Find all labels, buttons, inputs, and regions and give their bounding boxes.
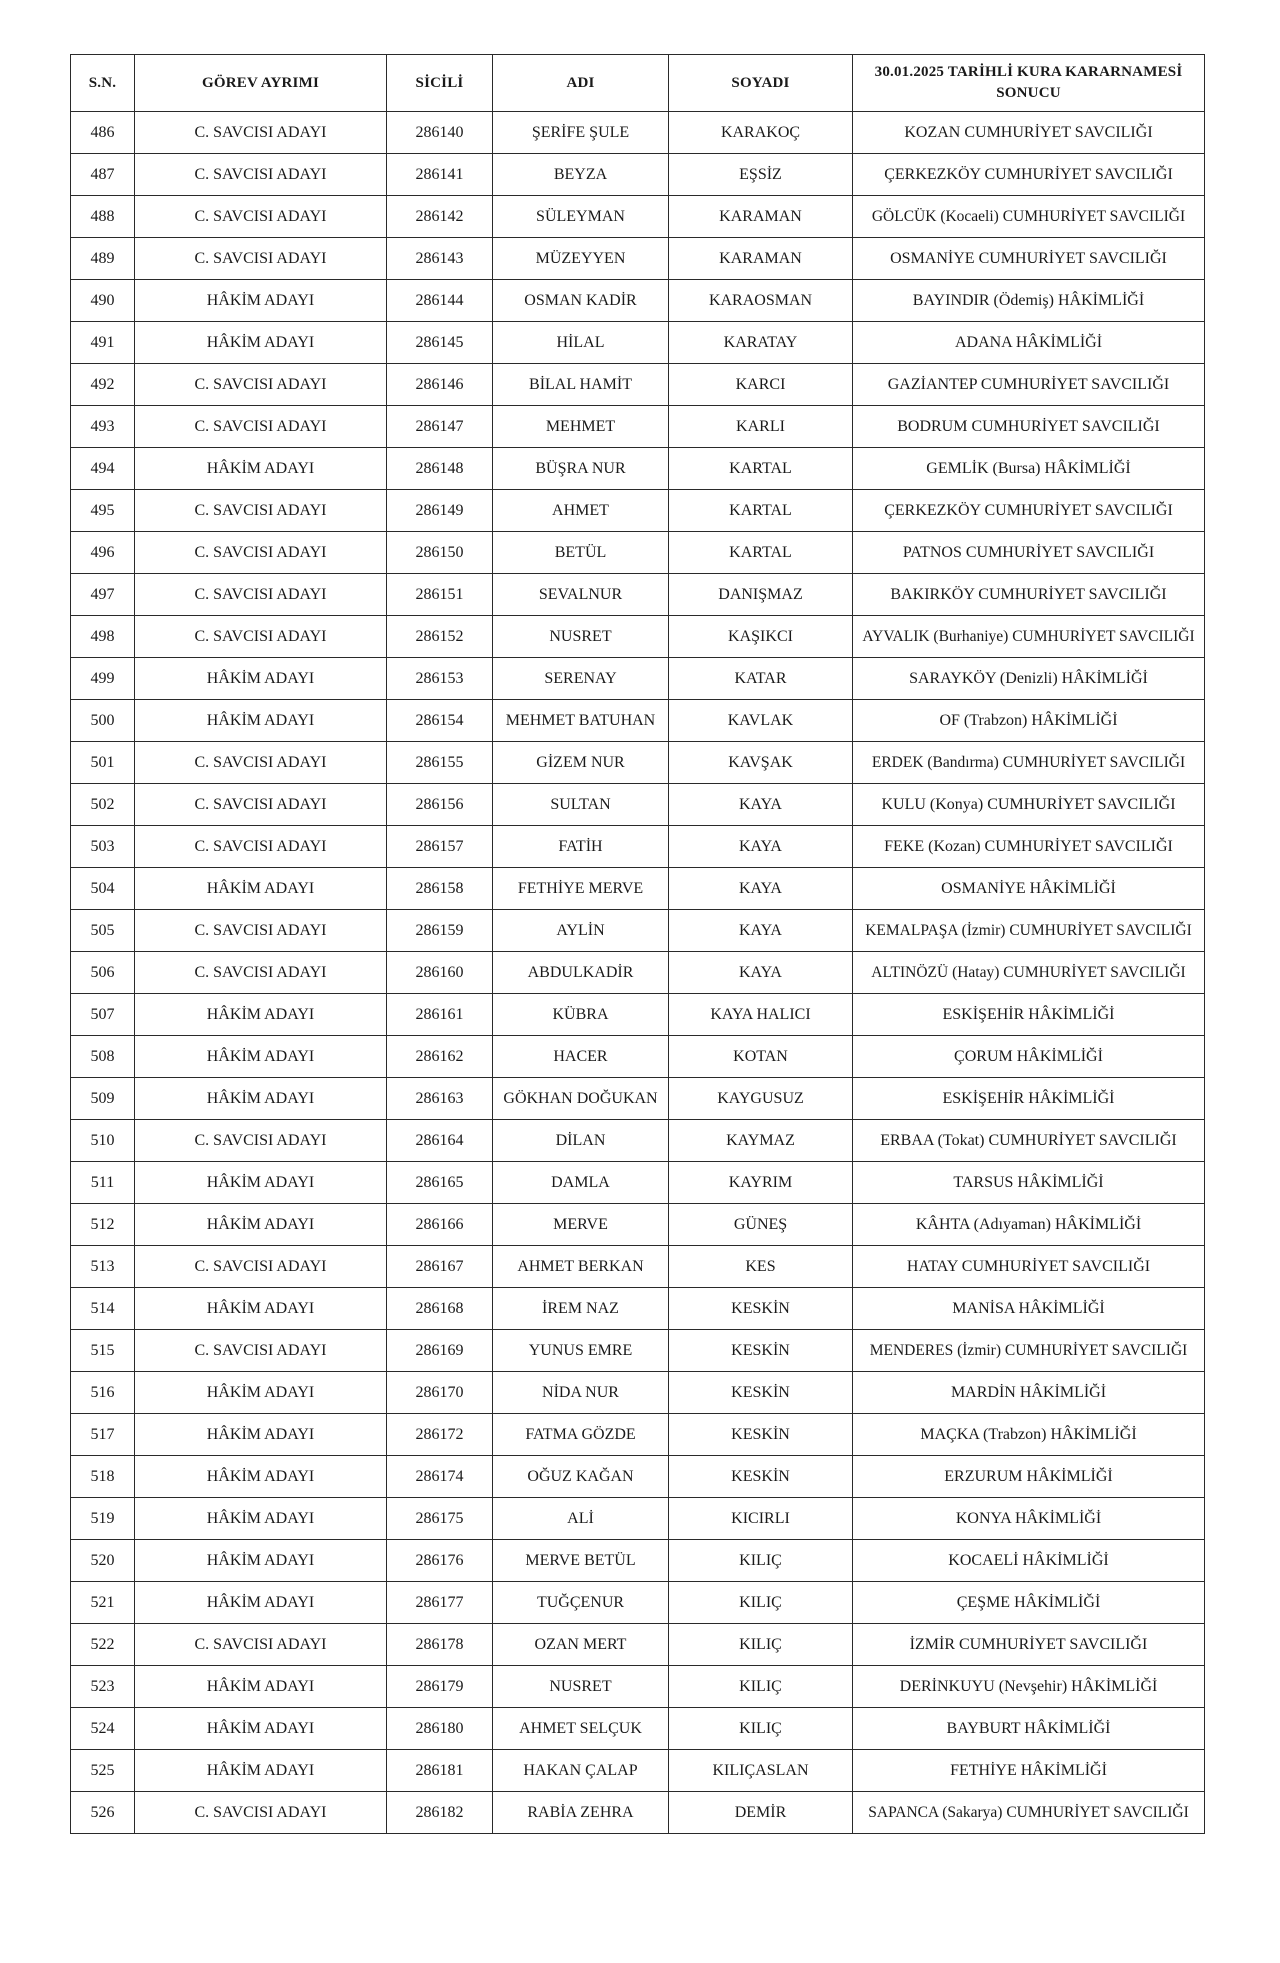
row-soyadi: KARTAL [669, 532, 853, 574]
row-adi: NUSRET [493, 616, 669, 658]
row-sn: 510 [71, 1120, 135, 1162]
row-gorev-ayrimi: C. SAVCISI ADAYI [135, 826, 387, 868]
table-row [71, 826, 1205, 868]
row-sicili: 286144 [387, 280, 493, 322]
row-soyadi: KAYA [669, 784, 853, 826]
table-row [71, 196, 1205, 238]
row-sicili: 286152 [387, 616, 493, 658]
row-kura-sonucu: FEKE (Kozan) CUMHURİYET SAVCILIĞI [853, 826, 1205, 868]
row-sn: 492 [71, 364, 135, 406]
row-adi: AYLİN [493, 910, 669, 952]
row-gorev-ayrimi: HÂKİM ADAYI [135, 1204, 387, 1246]
row-sn: 525 [71, 1750, 135, 1792]
row-soyadi: GÜNEŞ [669, 1204, 853, 1246]
row-soyadi: KARAMAN [669, 238, 853, 280]
row-soyadi: KAYRIM [669, 1162, 853, 1204]
row-soyadi: KOTAN [669, 1036, 853, 1078]
row-gorev-ayrimi: C. SAVCISI ADAYI [135, 154, 387, 196]
row-gorev-ayrimi: HÂKİM ADAYI [135, 1456, 387, 1498]
row-gorev-ayrimi: C. SAVCISI ADAYI [135, 406, 387, 448]
row-sicili: 286147 [387, 406, 493, 448]
row-adi: SULTAN [493, 784, 669, 826]
table-row [71, 280, 1205, 322]
row-sn: 497 [71, 574, 135, 616]
row-sn: 523 [71, 1666, 135, 1708]
document-page [70, 54, 1204, 1834]
row-soyadi: KARAMAN [669, 196, 853, 238]
row-sn: 491 [71, 322, 135, 364]
row-kura-sonucu: OSMANİYE CUMHURİYET SAVCILIĞI [853, 238, 1205, 280]
row-adi: BÜŞRA NUR [493, 448, 669, 490]
header-kura-sonucu: 30.01.2025 TARİHLİ KURA KARARNAMESİ SONUCU [853, 55, 1205, 112]
row-adi: BEYZA [493, 154, 669, 196]
row-sicili: 286177 [387, 1582, 493, 1624]
row-gorev-ayrimi: C. SAVCISI ADAYI [135, 574, 387, 616]
row-soyadi: KARATAY [669, 322, 853, 364]
table-row [71, 532, 1205, 574]
row-sicili: 286182 [387, 1792, 493, 1834]
row-sn: 503 [71, 826, 135, 868]
header-soyadi: SOYADI [669, 55, 853, 112]
row-sn: 499 [71, 658, 135, 700]
row-adi: OSMAN KADİR [493, 280, 669, 322]
row-sicili: 286159 [387, 910, 493, 952]
table-row [71, 1330, 1205, 1372]
row-adi: ŞERİFE ŞULE [493, 112, 669, 154]
row-soyadi: KESKİN [669, 1456, 853, 1498]
row-sicili: 286156 [387, 784, 493, 826]
row-gorev-ayrimi: HÂKİM ADAYI [135, 1750, 387, 1792]
row-sicili: 286181 [387, 1750, 493, 1792]
row-sn: 522 [71, 1624, 135, 1666]
row-sicili: 286167 [387, 1246, 493, 1288]
table-row [71, 1498, 1205, 1540]
row-gorev-ayrimi: HÂKİM ADAYI [135, 1540, 387, 1582]
row-kura-sonucu: KONYA HÂKİMLİĞİ [853, 1498, 1205, 1540]
row-adi: AHMET SELÇUK [493, 1708, 669, 1750]
table-row [71, 238, 1205, 280]
row-adi: HACER [493, 1036, 669, 1078]
row-sicili: 286157 [387, 826, 493, 868]
row-kura-sonucu: ÇEŞME HÂKİMLİĞİ [853, 1582, 1205, 1624]
row-sicili: 286153 [387, 658, 493, 700]
row-sn: 518 [71, 1456, 135, 1498]
row-kura-sonucu: BAKIRKÖY CUMHURİYET SAVCILIĞI [853, 574, 1205, 616]
row-kura-sonucu: OF (Trabzon) HÂKİMLİĞİ [853, 700, 1205, 742]
row-sicili: 286179 [387, 1666, 493, 1708]
row-soyadi: KAŞIKCI [669, 616, 853, 658]
row-gorev-ayrimi: HÂKİM ADAYI [135, 1498, 387, 1540]
table-row [71, 1288, 1205, 1330]
row-soyadi: KES [669, 1246, 853, 1288]
row-adi: YUNUS EMRE [493, 1330, 669, 1372]
row-soyadi: KARLI [669, 406, 853, 448]
row-kura-sonucu: KOCAELİ HÂKİMLİĞİ [853, 1540, 1205, 1582]
row-sicili: 286180 [387, 1708, 493, 1750]
row-adi: NUSRET [493, 1666, 669, 1708]
row-gorev-ayrimi: HÂKİM ADAYI [135, 1288, 387, 1330]
row-kura-sonucu: AYVALIK (Burhaniye) CUMHURİYET SAVCILIĞI [853, 616, 1205, 658]
row-sn: 517 [71, 1414, 135, 1456]
row-adi: BETÜL [493, 532, 669, 574]
row-sicili: 286176 [387, 1540, 493, 1582]
row-kura-sonucu: GAZİANTEP CUMHURİYET SAVCILIĞI [853, 364, 1205, 406]
row-sicili: 286161 [387, 994, 493, 1036]
row-sn: 486 [71, 112, 135, 154]
row-soyadi: KAYMAZ [669, 1120, 853, 1162]
row-sn: 498 [71, 616, 135, 658]
row-adi: SÜLEYMAN [493, 196, 669, 238]
header-adi: ADI [493, 55, 669, 112]
row-adi: BİLAL HAMİT [493, 364, 669, 406]
row-gorev-ayrimi: C. SAVCISI ADAYI [135, 364, 387, 406]
row-sicili: 286168 [387, 1288, 493, 1330]
row-gorev-ayrimi: HÂKİM ADAYI [135, 700, 387, 742]
row-gorev-ayrimi: HÂKİM ADAYI [135, 1708, 387, 1750]
row-sicili: 286150 [387, 532, 493, 574]
row-kura-sonucu: ERDEK (Bandırma) CUMHURİYET SAVCILIĞI [853, 742, 1205, 784]
row-kura-sonucu: PATNOS CUMHURİYET SAVCILIĞI [853, 532, 1205, 574]
row-soyadi: KAVŞAK [669, 742, 853, 784]
row-sicili: 286174 [387, 1456, 493, 1498]
row-sicili: 286151 [387, 574, 493, 616]
row-sicili: 286140 [387, 112, 493, 154]
row-sicili: 286178 [387, 1624, 493, 1666]
row-gorev-ayrimi: HÂKİM ADAYI [135, 322, 387, 364]
row-sn: 500 [71, 700, 135, 742]
row-sn: 496 [71, 532, 135, 574]
row-kura-sonucu: ALTINÖZÜ (Hatay) CUMHURİYET SAVCILIĞI [853, 952, 1205, 994]
table-row [71, 406, 1205, 448]
row-gorev-ayrimi: C. SAVCISI ADAYI [135, 784, 387, 826]
row-sn: 512 [71, 1204, 135, 1246]
row-sn: 495 [71, 490, 135, 532]
row-sn: 524 [71, 1708, 135, 1750]
row-kura-sonucu: İZMİR CUMHURİYET SAVCILIĞI [853, 1624, 1205, 1666]
row-sicili: 286166 [387, 1204, 493, 1246]
table-row [71, 1246, 1205, 1288]
row-sicili: 286148 [387, 448, 493, 490]
row-adi: MERVE BETÜL [493, 1540, 669, 1582]
row-sn: 507 [71, 994, 135, 1036]
row-sn: 511 [71, 1162, 135, 1204]
row-sicili: 286164 [387, 1120, 493, 1162]
table-row [71, 952, 1205, 994]
row-adi: DİLAN [493, 1120, 669, 1162]
table-row [71, 784, 1205, 826]
table-row [71, 1582, 1205, 1624]
row-sicili: 286143 [387, 238, 493, 280]
row-gorev-ayrimi: HÂKİM ADAYI [135, 1582, 387, 1624]
row-sicili: 286149 [387, 490, 493, 532]
row-adi: MEHMET BATUHAN [493, 700, 669, 742]
row-adi: İREM NAZ [493, 1288, 669, 1330]
row-gorev-ayrimi: HÂKİM ADAYI [135, 1666, 387, 1708]
table-row [71, 1372, 1205, 1414]
row-sn: 509 [71, 1078, 135, 1120]
row-kura-sonucu: SAPANCA (Sakarya) CUMHURİYET SAVCILIĞI [853, 1792, 1205, 1834]
row-soyadi: KESKİN [669, 1414, 853, 1456]
row-soyadi: KARTAL [669, 448, 853, 490]
row-adi: GÖKHAN DOĞUKAN [493, 1078, 669, 1120]
row-sicili: 286165 [387, 1162, 493, 1204]
row-kura-sonucu: SARAYKÖY (Denizli) HÂKİMLİĞİ [853, 658, 1205, 700]
table-row [71, 364, 1205, 406]
row-sn: 506 [71, 952, 135, 994]
row-gorev-ayrimi: C. SAVCISI ADAYI [135, 490, 387, 532]
row-soyadi: KILIÇ [669, 1582, 853, 1624]
row-soyadi: KILIÇ [669, 1624, 853, 1666]
table-row [71, 742, 1205, 784]
table-body [71, 112, 1205, 1834]
row-sn: 521 [71, 1582, 135, 1624]
row-adi: HİLAL [493, 322, 669, 364]
row-soyadi: KATAR [669, 658, 853, 700]
row-kura-sonucu: KULU (Konya) CUMHURİYET SAVCILIĞI [853, 784, 1205, 826]
row-kura-sonucu: MENDERES (İzmir) CUMHURİYET SAVCILIĞI [853, 1330, 1205, 1372]
row-gorev-ayrimi: C. SAVCISI ADAYI [135, 238, 387, 280]
row-sicili: 286175 [387, 1498, 493, 1540]
row-sn: 514 [71, 1288, 135, 1330]
row-adi: KÜBRA [493, 994, 669, 1036]
row-gorev-ayrimi: HÂKİM ADAYI [135, 1036, 387, 1078]
header-gorev-ayrimi: GÖREV AYRIMI [135, 55, 387, 112]
row-soyadi: EŞSİZ [669, 154, 853, 196]
row-gorev-ayrimi: C. SAVCISI ADAYI [135, 1792, 387, 1834]
table-row [71, 154, 1205, 196]
row-sn: 519 [71, 1498, 135, 1540]
row-sn: 494 [71, 448, 135, 490]
row-soyadi: KAYA [669, 910, 853, 952]
row-sn: 515 [71, 1330, 135, 1372]
table-row [71, 868, 1205, 910]
row-sn: 526 [71, 1792, 135, 1834]
row-adi: OĞUZ KAĞAN [493, 1456, 669, 1498]
row-soyadi: KESKİN [669, 1330, 853, 1372]
row-gorev-ayrimi: HÂKİM ADAYI [135, 1162, 387, 1204]
row-gorev-ayrimi: C. SAVCISI ADAYI [135, 532, 387, 574]
row-gorev-ayrimi: HÂKİM ADAYI [135, 448, 387, 490]
row-adi: AHMET [493, 490, 669, 532]
table-row [71, 1036, 1205, 1078]
row-sicili: 286162 [387, 1036, 493, 1078]
row-sn: 505 [71, 910, 135, 952]
table-row [71, 1540, 1205, 1582]
table-row [71, 1708, 1205, 1750]
row-gorev-ayrimi: HÂKİM ADAYI [135, 868, 387, 910]
table-row [71, 490, 1205, 532]
table-row [71, 1414, 1205, 1456]
row-kura-sonucu: MARDİN HÂKİMLİĞİ [853, 1372, 1205, 1414]
table-row [71, 1162, 1205, 1204]
row-sicili: 286170 [387, 1372, 493, 1414]
row-kura-sonucu: TARSUS HÂKİMLİĞİ [853, 1162, 1205, 1204]
row-gorev-ayrimi: C. SAVCISI ADAYI [135, 112, 387, 154]
row-adi: RABİA ZEHRA [493, 1792, 669, 1834]
row-soyadi: KAVLAK [669, 700, 853, 742]
table-row [71, 1624, 1205, 1666]
row-sn: 488 [71, 196, 135, 238]
row-gorev-ayrimi: C. SAVCISI ADAYI [135, 1330, 387, 1372]
table-header [71, 55, 1205, 112]
table-row [71, 574, 1205, 616]
row-adi: FATİH [493, 826, 669, 868]
table-row [71, 910, 1205, 952]
row-adi: MÜZEYYEN [493, 238, 669, 280]
row-adi: OZAN MERT [493, 1624, 669, 1666]
row-soyadi: KILIÇASLAN [669, 1750, 853, 1792]
row-kura-sonucu: ESKİŞEHİR HÂKİMLİĞİ [853, 1078, 1205, 1120]
row-sicili: 286169 [387, 1330, 493, 1372]
row-sicili: 286163 [387, 1078, 493, 1120]
row-adi: SERENAY [493, 658, 669, 700]
row-kura-sonucu: ÇERKEZKÖY CUMHURİYET SAVCILIĞI [853, 154, 1205, 196]
row-kura-sonucu: DERİNKUYU (Nevşehir) HÂKİMLİĞİ [853, 1666, 1205, 1708]
row-kura-sonucu: ERBAA (Tokat) CUMHURİYET SAVCILIĞI [853, 1120, 1205, 1162]
header-sn: S.N. [71, 55, 135, 112]
row-sicili: 286160 [387, 952, 493, 994]
row-kura-sonucu: FETHİYE HÂKİMLİĞİ [853, 1750, 1205, 1792]
table-row [71, 112, 1205, 154]
table-row [71, 1120, 1205, 1162]
table-row [71, 1792, 1205, 1834]
table-row [71, 616, 1205, 658]
row-sicili: 286145 [387, 322, 493, 364]
row-kura-sonucu: GEMLİK (Bursa) HÂKİMLİĞİ [853, 448, 1205, 490]
row-sn: 489 [71, 238, 135, 280]
row-gorev-ayrimi: C. SAVCISI ADAYI [135, 742, 387, 784]
row-sicili: 286142 [387, 196, 493, 238]
row-sicili: 286155 [387, 742, 493, 784]
row-sn: 501 [71, 742, 135, 784]
row-gorev-ayrimi: C. SAVCISI ADAYI [135, 616, 387, 658]
table-row [71, 700, 1205, 742]
row-adi: ALİ [493, 1498, 669, 1540]
row-gorev-ayrimi: HÂKİM ADAYI [135, 1078, 387, 1120]
table-row [71, 994, 1205, 1036]
table-row [71, 1750, 1205, 1792]
row-gorev-ayrimi: C. SAVCISI ADAYI [135, 952, 387, 994]
row-kura-sonucu: ADANA HÂKİMLİĞİ [853, 322, 1205, 364]
row-sn: 504 [71, 868, 135, 910]
row-kura-sonucu: BODRUM CUMHURİYET SAVCILIĞI [853, 406, 1205, 448]
row-soyadi: DEMİR [669, 1792, 853, 1834]
row-kura-sonucu: ÇERKEZKÖY CUMHURİYET SAVCILIĞI [853, 490, 1205, 532]
row-kura-sonucu: MAÇKA (Trabzon) HÂKİMLİĞİ [853, 1414, 1205, 1456]
row-adi: MEHMET [493, 406, 669, 448]
header-row [71, 55, 1205, 112]
row-soyadi: KILIÇ [669, 1708, 853, 1750]
row-kura-sonucu: KÂHTA (Adıyaman) HÂKİMLİĞİ [853, 1204, 1205, 1246]
row-kura-sonucu: ERZURUM HÂKİMLİĞİ [853, 1456, 1205, 1498]
row-kura-sonucu: KOZAN CUMHURİYET SAVCILIĞI [853, 112, 1205, 154]
row-kura-sonucu: ÇORUM HÂKİMLİĞİ [853, 1036, 1205, 1078]
kura-results-table [70, 54, 1205, 1834]
row-sicili: 286141 [387, 154, 493, 196]
row-sn: 490 [71, 280, 135, 322]
row-kura-sonucu: BAYINDIR (Ödemiş) HÂKİMLİĞİ [853, 280, 1205, 322]
row-kura-sonucu: OSMANİYE HÂKİMLİĞİ [853, 868, 1205, 910]
row-sicili: 286172 [387, 1414, 493, 1456]
row-kura-sonucu: ESKİŞEHİR HÂKİMLİĞİ [853, 994, 1205, 1036]
row-gorev-ayrimi: C. SAVCISI ADAYI [135, 1120, 387, 1162]
row-adi: FATMA GÖZDE [493, 1414, 669, 1456]
row-adi: NİDA NUR [493, 1372, 669, 1414]
row-soyadi: KILIÇ [669, 1540, 853, 1582]
row-soyadi: KESKİN [669, 1288, 853, 1330]
table-row [71, 1666, 1205, 1708]
table-row [71, 1078, 1205, 1120]
row-sicili: 286154 [387, 700, 493, 742]
table-row [71, 658, 1205, 700]
row-gorev-ayrimi: HÂKİM ADAYI [135, 1372, 387, 1414]
row-adi: AHMET BERKAN [493, 1246, 669, 1288]
row-adi: FETHİYE MERVE [493, 868, 669, 910]
row-adi: MERVE [493, 1204, 669, 1246]
row-kura-sonucu: MANİSA HÂKİMLİĞİ [853, 1288, 1205, 1330]
row-gorev-ayrimi: C. SAVCISI ADAYI [135, 910, 387, 952]
row-soyadi: KICIRLI [669, 1498, 853, 1540]
row-adi: GİZEM NUR [493, 742, 669, 784]
row-adi: SEVALNUR [493, 574, 669, 616]
table-row [71, 322, 1205, 364]
table-row [71, 1204, 1205, 1246]
row-sn: 493 [71, 406, 135, 448]
row-adi: HAKAN ÇALAP [493, 1750, 669, 1792]
row-soyadi: KARAKOÇ [669, 112, 853, 154]
row-soyadi: KAYA [669, 868, 853, 910]
row-gorev-ayrimi: HÂKİM ADAYI [135, 1414, 387, 1456]
row-soyadi: KARAOSMAN [669, 280, 853, 322]
row-gorev-ayrimi: C. SAVCISI ADAYI [135, 196, 387, 238]
row-soyadi: DANIŞMAZ [669, 574, 853, 616]
row-sn: 508 [71, 1036, 135, 1078]
row-soyadi: KAYA [669, 826, 853, 868]
row-sicili: 286146 [387, 364, 493, 406]
row-soyadi: KILIÇ [669, 1666, 853, 1708]
row-soyadi: KARCI [669, 364, 853, 406]
row-kura-sonucu: BAYBURT HÂKİMLİĞİ [853, 1708, 1205, 1750]
row-adi: DAMLA [493, 1162, 669, 1204]
row-sicili: 286158 [387, 868, 493, 910]
row-soyadi: KAYA HALICI [669, 994, 853, 1036]
row-sn: 502 [71, 784, 135, 826]
row-gorev-ayrimi: HÂKİM ADAYI [135, 280, 387, 322]
row-soyadi: KESKİN [669, 1372, 853, 1414]
row-gorev-ayrimi: C. SAVCISI ADAYI [135, 1624, 387, 1666]
row-sn: 513 [71, 1246, 135, 1288]
row-gorev-ayrimi: HÂKİM ADAYI [135, 994, 387, 1036]
row-sn: 516 [71, 1372, 135, 1414]
row-soyadi: KAYA [669, 952, 853, 994]
row-gorev-ayrimi: C. SAVCISI ADAYI [135, 1246, 387, 1288]
table-row [71, 1456, 1205, 1498]
row-kura-sonucu: HATAY CUMHURİYET SAVCILIĞI [853, 1246, 1205, 1288]
row-adi: TUĞÇENUR [493, 1582, 669, 1624]
header-sicili: SİCİLİ [387, 55, 493, 112]
row-soyadi: KARTAL [669, 490, 853, 532]
row-kura-sonucu: GÖLCÜK (Kocaeli) CUMHURİYET SAVCILIĞI [853, 196, 1205, 238]
row-soyadi: KAYGUSUZ [669, 1078, 853, 1120]
row-gorev-ayrimi: HÂKİM ADAYI [135, 658, 387, 700]
row-kura-sonucu: KEMALPAŞA (İzmir) CUMHURİYET SAVCILIĞI [853, 910, 1205, 952]
row-adi: ABDULKADİR [493, 952, 669, 994]
table-row [71, 448, 1205, 490]
row-sn: 487 [71, 154, 135, 196]
row-sn: 520 [71, 1540, 135, 1582]
